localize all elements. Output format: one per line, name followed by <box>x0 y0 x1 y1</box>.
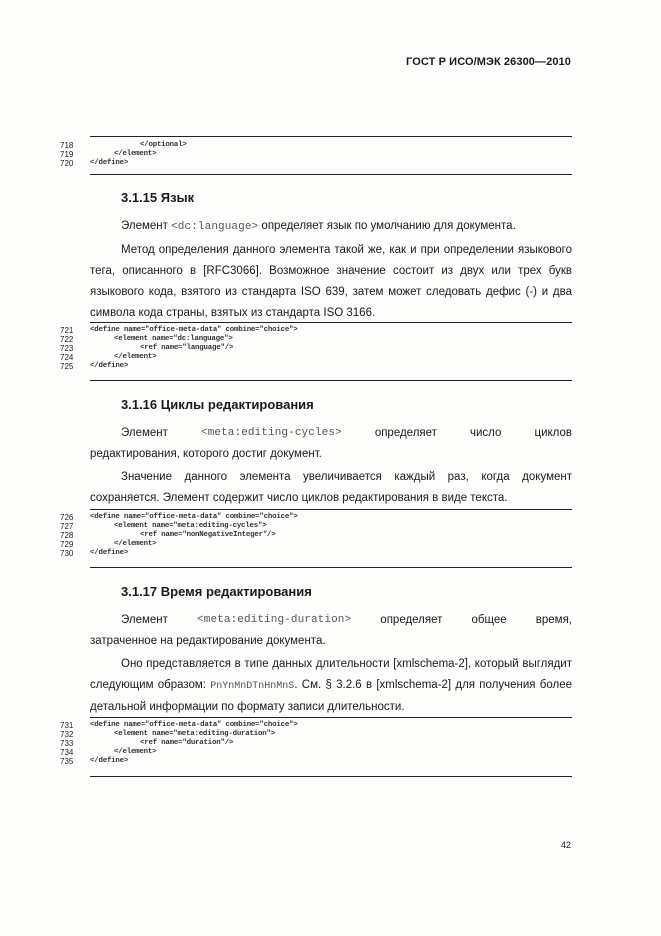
code-rule-top <box>90 717 572 718</box>
paragraph: Оно представляется в типе данных длительности [xmlschema-2], который выглядит следующим образом: PnYnMnDTnHnMnS. См. § 3.2.6 в [xmlschema-2] для получения более детальной информации по формату записи длительности. <box>90 658 572 713</box>
code-line <box>60 326 580 335</box>
section-heading: 3.1.17 Время редактирования <box>121 584 312 599</box>
code-block <box>60 326 580 371</box>
code-text: </element> <box>114 353 157 361</box>
line-number: 729 <box>60 540 74 549</box>
code-text: <define name="office-meta-data" combine="choice"> <box>90 721 298 729</box>
code-rule-bottom <box>90 174 572 175</box>
code-text: </define> <box>90 159 129 167</box>
code-text: </element> <box>114 540 157 548</box>
section-body <box>90 216 572 324</box>
code-text: </element> <box>114 748 157 756</box>
code-text: <element name="dc:language"> <box>114 335 233 343</box>
inline-code: <meta:editing-duration> <box>197 614 352 626</box>
code-text: <element name="meta:editing-duration"> <box>114 730 275 738</box>
inline-code: <dc:language> <box>171 221 259 233</box>
code-block <box>60 141 580 168</box>
inline-code: <meta:editing-cycles> <box>201 427 342 439</box>
paragraph: Метод определения данного элемента такой же, как и при определении языкового тега, описанного в [RFC3066]. Возможное значение состоит из двух или трех букв языкового кода, взятого из стандарта ISO 639, затем может следовать дефис (-) и два символа кода страны, взятых из стандарта ISO 3166. <box>90 244 572 319</box>
line-number: 724 <box>60 353 74 362</box>
code-line <box>60 150 580 159</box>
code-line <box>60 739 580 748</box>
code-line <box>60 335 580 344</box>
code-block <box>60 721 580 766</box>
section-body: Элемент <meta:editing-duration> определяет общее время, затраченное на редактирование документа. Оно представляется в типе данных длительности [xmlschema-2], который выглядит следующим образом: PnYnMnDTnHnMnS. См. § 3.2.6 в [xmlschema-2] для получения более детальной информации по формату записи длительности. <box>90 610 572 718</box>
code-line <box>60 353 580 362</box>
code-line <box>60 522 580 531</box>
code-line <box>60 748 580 757</box>
line-number: 721 <box>60 326 74 335</box>
line-number: 731 <box>60 721 74 730</box>
line-number: 718 <box>60 141 74 150</box>
code-line <box>60 159 580 168</box>
section-heading: 3.1.15 Язык <box>121 190 195 205</box>
code-line <box>60 513 580 522</box>
page-number: 42 <box>561 840 572 850</box>
code-line <box>60 730 580 739</box>
code-rule-bottom <box>90 380 572 381</box>
line-number: 732 <box>60 730 74 739</box>
code-text: <define name="office-meta-data" combine="choice"> <box>90 326 298 334</box>
line-number: 730 <box>60 549 74 558</box>
section-body: Элемент <meta:editing-cycles> определяет число циклов редактирования, которого достиг документ. Значение данного элемента увеличивается каждый раз, когда документ сохраняется. Элемент содержит число циклов редактирования в виде текста. <box>90 423 572 509</box>
code-line <box>60 757 580 766</box>
code-rule-top <box>90 322 572 323</box>
code-line <box>60 141 580 150</box>
inline-code: PnYnMnDTnHnMnS <box>210 681 295 692</box>
code-text: </define> <box>90 757 129 765</box>
code-text: </define> <box>90 549 129 557</box>
code-line <box>60 362 580 371</box>
section-heading: 3.1.16 Циклы редактирования <box>121 397 314 412</box>
paragraph: Элемент <dc:language> определяет язык по умолчанию для документа. <box>121 220 516 233</box>
code-text: </element> <box>114 150 157 158</box>
line-number: 720 <box>60 159 74 168</box>
code-block <box>60 513 580 558</box>
code-rule-top <box>90 136 572 137</box>
line-number: 722 <box>60 335 74 344</box>
line-number: 726 <box>60 513 74 522</box>
line-number: 725 <box>60 362 74 371</box>
code-line <box>60 549 580 558</box>
code-line <box>60 344 580 353</box>
line-number: 733 <box>60 739 74 748</box>
code-rule-top <box>90 509 572 510</box>
line-number: 727 <box>60 522 74 531</box>
paragraph-first-line: Элемент <meta:editing-cycles> определяет число циклов <box>90 423 572 444</box>
code-line <box>60 540 580 549</box>
line-number: 728 <box>60 531 74 540</box>
standard-header: ГОСТ Р ИСО/МЭК 26300—2010 <box>406 56 571 68</box>
code-text: <ref name="nonNegativeInteger"/> <box>140 531 276 539</box>
code-rule-bottom <box>90 776 572 777</box>
line-number: 734 <box>60 748 74 757</box>
paragraph-first-line: Элемент <meta:editing-duration> определяет общее время, <box>90 610 572 631</box>
line-number: 723 <box>60 344 74 353</box>
line-number: 719 <box>60 150 74 159</box>
paragraph: Значение данного элемента увеличивается каждый раз, когда документ сохраняется. Элемент содержит число циклов редактирования в виде текста. <box>90 471 572 504</box>
code-text: <define name="office-meta-data" combine="choice"> <box>90 513 298 521</box>
code-text: <ref name="language"/> <box>140 344 234 352</box>
code-line <box>60 721 580 730</box>
code-line <box>60 531 580 540</box>
line-number: 735 <box>60 757 74 766</box>
code-rule-bottom <box>90 567 572 568</box>
code-text: </optional> <box>140 141 187 149</box>
code-text: </define> <box>90 362 129 370</box>
code-text: <ref name="duration"/> <box>140 739 234 747</box>
code-text: <element name="meta:editing-cycles"> <box>114 522 267 530</box>
